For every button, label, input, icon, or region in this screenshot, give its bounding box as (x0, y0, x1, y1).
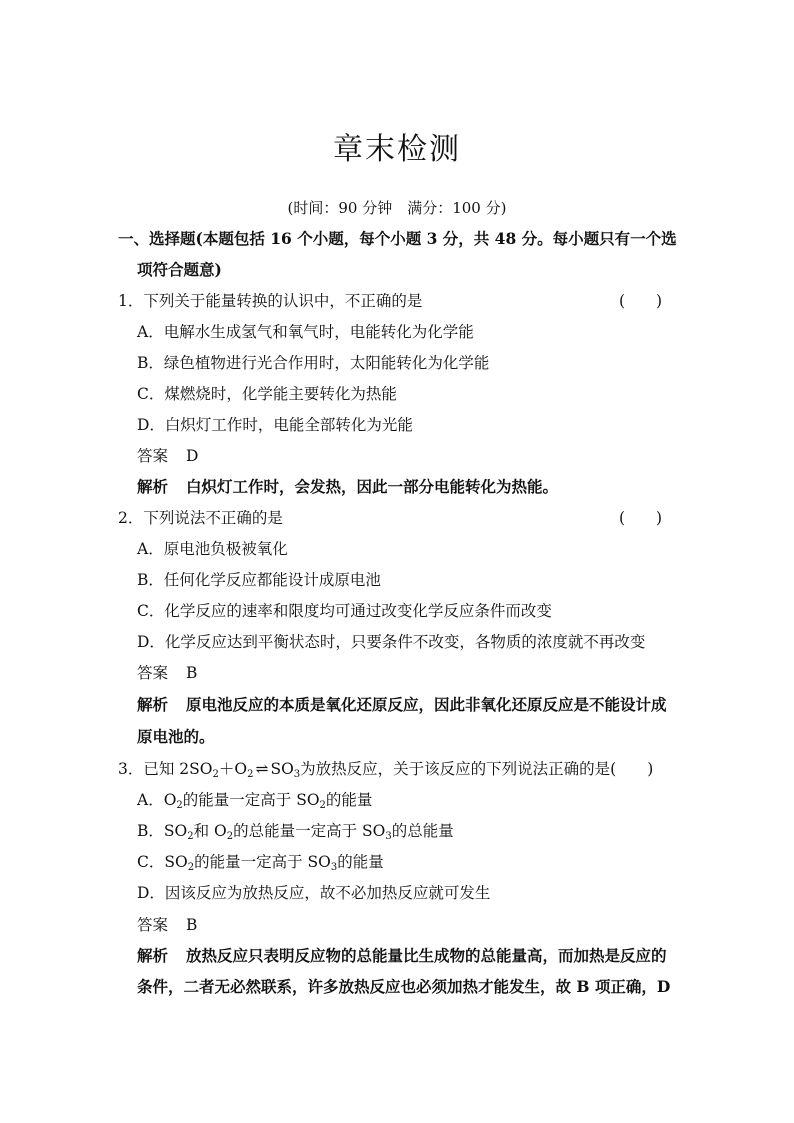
q2-option-c: C．化学反应的速率和限度均可通过改变化学反应条件而改变 (137, 602, 552, 620)
equilibrium-arrow-icon: ⇌ (255, 760, 269, 778)
q3-explanation-text-1: 放热反应只表明反应物的总能量比生成物的总能量高，而加热是反应的 (186, 946, 667, 965)
explain-label: 解析 (137, 946, 169, 965)
q3-stem-part: 为放热反应，关于该反应的下列说法正确的是( ) (300, 760, 654, 778)
q1-option-c: C．煤燃烧时，化学能主要转化为热能 (137, 385, 397, 403)
text: 的总能量一定高于 SO (233, 822, 386, 840)
subscript: 2 (176, 800, 183, 811)
text: C．SO (137, 853, 188, 871)
subscript: 2 (212, 769, 219, 780)
q2-option-b: B．任何化学反应都能设计成原电池 (137, 571, 381, 589)
explain-label: 解析 (137, 477, 169, 496)
text: 和 O (193, 822, 227, 840)
q1-stem: 1．下列关于能量转换的认识中，不正确的是 (118, 292, 423, 310)
explain-label: 解析 (137, 695, 169, 714)
q2-explanation-text-1: 原电池反应的本质是氧化还原反应，因此非氧化还原反应是不能设计成 (186, 695, 667, 714)
page-title: 章末检测 (333, 132, 461, 167)
subscript: 3 (293, 769, 301, 780)
text: 的能量一定高于 SO (182, 791, 320, 809)
q2-explanation-line2: 原电池的。 (137, 727, 215, 746)
q2-option-a: A．原电池负极被氧化 (137, 540, 288, 558)
answer-label: 答案 (137, 447, 169, 465)
subscript: 2 (187, 831, 194, 842)
q2-answer-blank: ( ) (619, 509, 663, 527)
q1-option-d: D．白炽灯工作时，电能全部转化为光能 (137, 416, 413, 434)
subscript: 3 (330, 862, 338, 873)
q1-answer-value: D (186, 447, 199, 465)
exam-info: (时间：90 分钟 满分：100 分) (287, 199, 507, 217)
q1-option-b: B．绿色植物进行光合作用时，太阳能转化为化学能 (137, 354, 490, 372)
q2-option-d: D．化学反应达到平衡状态时，只要条件不改变，各物质的浓度就不再改变 (137, 633, 646, 651)
q3-option-a (137, 789, 372, 811)
q3-option-c (137, 851, 384, 873)
subscript: 2 (187, 862, 195, 873)
q1-explanation-text: 白炽灯工作时，会发热，因此一部分电能转化为热能。 (186, 477, 559, 496)
section-heading-line2: 项符合题意) (137, 260, 222, 279)
q3-stem-part: ＋O (218, 760, 248, 778)
q1-answer (137, 445, 198, 467)
subscript: 2 (247, 769, 254, 780)
q2-answer-value: B (186, 664, 198, 682)
answer-label: 答案 (137, 664, 169, 682)
q3-answer (137, 914, 197, 936)
q1-explanation (137, 476, 558, 498)
text: 的能量 (337, 853, 384, 871)
q3-option-d: D．因该反应为放热反应，故不必加热反应就可发生 (137, 884, 491, 902)
section-heading-line1: 一、选择题(本题包括 16 个小题，每个小题 3 分，共 48 分。每小题只有一个选 (118, 229, 677, 248)
text: 的能量一定高于 SO (194, 853, 331, 871)
q1-answer-blank: ( ) (619, 292, 663, 310)
q2-explanation-line1 (137, 694, 667, 716)
q3-answer-value: B (186, 916, 198, 934)
q3-stem (118, 758, 653, 780)
text: B．SO (137, 822, 188, 840)
q2-answer (137, 662, 197, 684)
subscript: 2 (319, 800, 326, 811)
text: A．O (137, 791, 177, 809)
answer-label: 答案 (137, 916, 169, 934)
subscript: 2 (226, 831, 234, 842)
q3-explanation-line1 (137, 945, 667, 967)
q3-option-b (137, 820, 454, 842)
q3-explanation-line2: 条件，二者无必然联系，许多放热反应也必须加热才能发生，故 B 项正确，D (137, 977, 671, 996)
q1-option-a: A．电解水生成氢气和氧气时，电能转化为化学能 (137, 323, 474, 341)
q3-stem-part: 3．已知 2SO (118, 760, 213, 778)
subscript: 3 (385, 831, 392, 842)
q2-stem: 2．下列说法不正确的是 (118, 509, 283, 527)
text: 的总能量 (391, 822, 454, 840)
q3-stem-part: SO (270, 760, 294, 778)
text: 的能量 (325, 791, 373, 809)
